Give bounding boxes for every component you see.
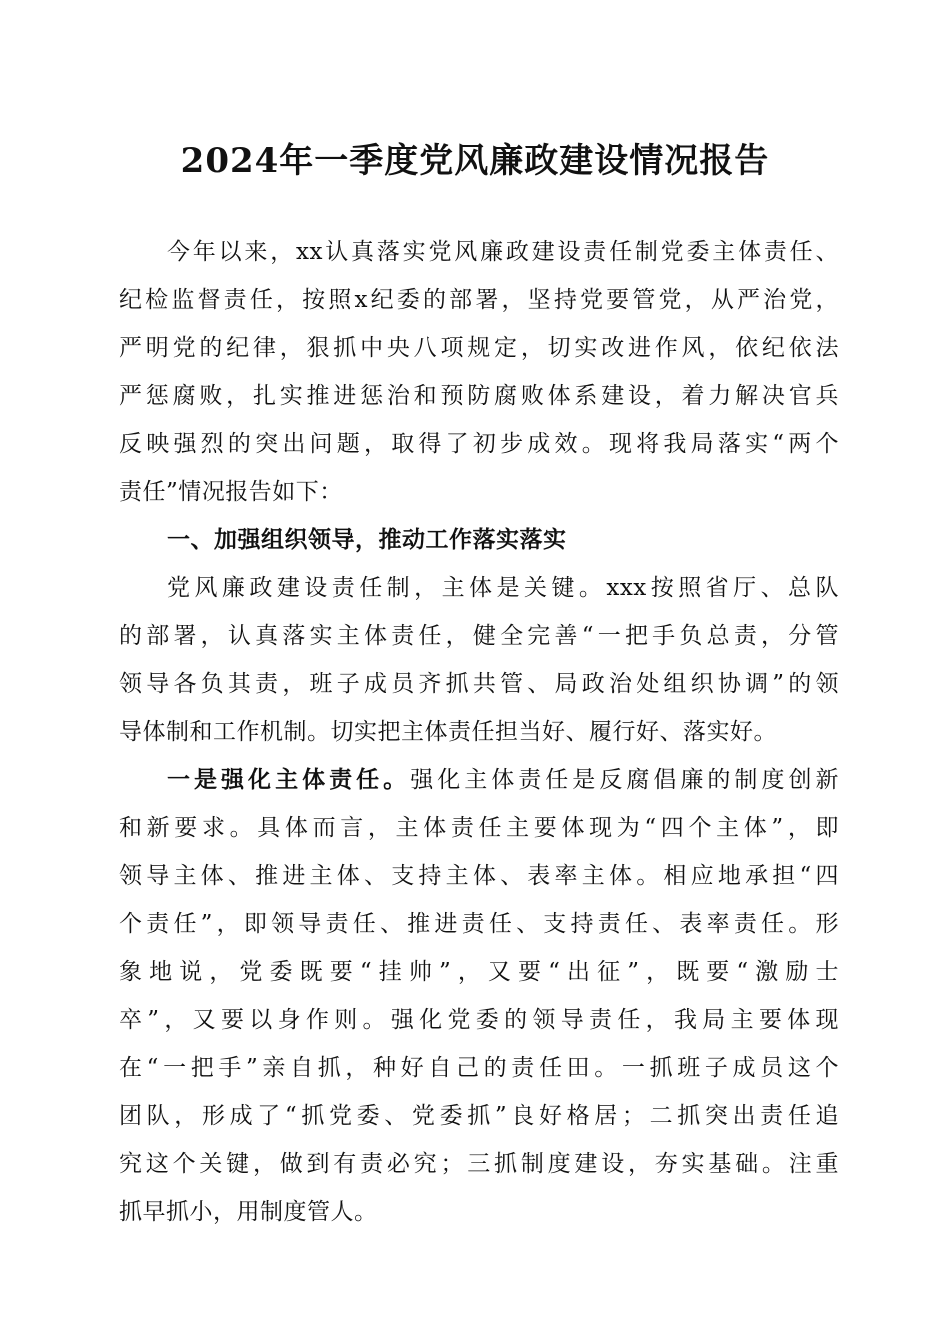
paragraph-line <box>119 756 839 804</box>
paragraph-line: 党风廉政建设责任制，主体是关键。xxx按照省厅、总队 <box>167 575 839 601</box>
paragraph-line: 责任”情况报告如下： <box>119 479 343 505</box>
paragraph-line: 究这个关键，做到有责必究；三抓制度建设，夯实基础。注重 <box>119 1151 839 1177</box>
paragraph-line: 个责任”，即领导责任、推进责任、支持责任、表率责任。形 <box>119 911 839 937</box>
paragraph-line: 抓早抓小，用制度管人。 <box>119 1199 378 1225</box>
section-heading <box>119 516 839 564</box>
paragraph-line: 今年以来，xx认真落实党风廉政建设责任制党委主体责任、 <box>167 239 839 265</box>
paragraph-line: 严明党的纪律，狠抓中央八项规定，切实改进作风，依纪依法 <box>119 335 839 361</box>
paragraph-lead: 一是强化主体责任。 <box>167 766 411 793</box>
paragraph-line: 团队，形成了“抓党委、党委抓”良好格居；二抓突出责任追 <box>119 1103 839 1129</box>
paragraph-line: 反映强烈的突出问题，取得了初步成效。现将我局落实“两个 <box>119 431 839 457</box>
section-heading-text: 一、加强组织领导，推动工作落实落实 <box>167 527 567 553</box>
paragraph-line: 领导各负其责，班子成员齐抓共管、局政治处组织协调”的领 <box>119 671 839 697</box>
paragraph-line: 象地说，党委既要“挂帅”，又要“出征”，既要“激励士 <box>119 959 839 985</box>
document-body <box>119 228 839 1236</box>
paragraph-line: 领导主体、推进主体、支持主体、表率主体。相应地承担“四 <box>119 863 839 889</box>
paragraph-line: 导体制和工作机制。切实把主体责任担当好、履行好、落实好。 <box>119 719 777 745</box>
paragraph-line: 的部署，认真落实主体责任，健全完善“一把手负总责，分管 <box>119 623 839 649</box>
paragraph-line-text: 强化主体责任是反腐倡廉的制度创新 <box>410 767 840 793</box>
paragraph-line: 和新要求。具体而言，主体责任主要体现为“四个主体”，即 <box>119 815 839 841</box>
paragraph-line: 在“一把手”亲自抓，种好自己的责任田。一抓班子成员这个 <box>119 1055 839 1081</box>
paragraph-intro <box>119 228 839 516</box>
paragraph-subject-key <box>119 564 839 756</box>
paragraph-line: 卒”，又要以身作则。强化党委的领导责任，我局主要体现 <box>119 1007 839 1033</box>
paragraph-line: 严惩腐败，扎实推进惩治和预防腐败体系建设，着力解决官兵 <box>119 383 839 409</box>
document-title: 2024年一季度党风廉政建设情况报告 <box>180 141 770 181</box>
paragraph-strengthen-responsibility <box>119 756 839 1236</box>
paragraph-line: 纪检监督责任，按照x纪委的部署，坚持党要管党，从严治党， <box>119 287 839 313</box>
